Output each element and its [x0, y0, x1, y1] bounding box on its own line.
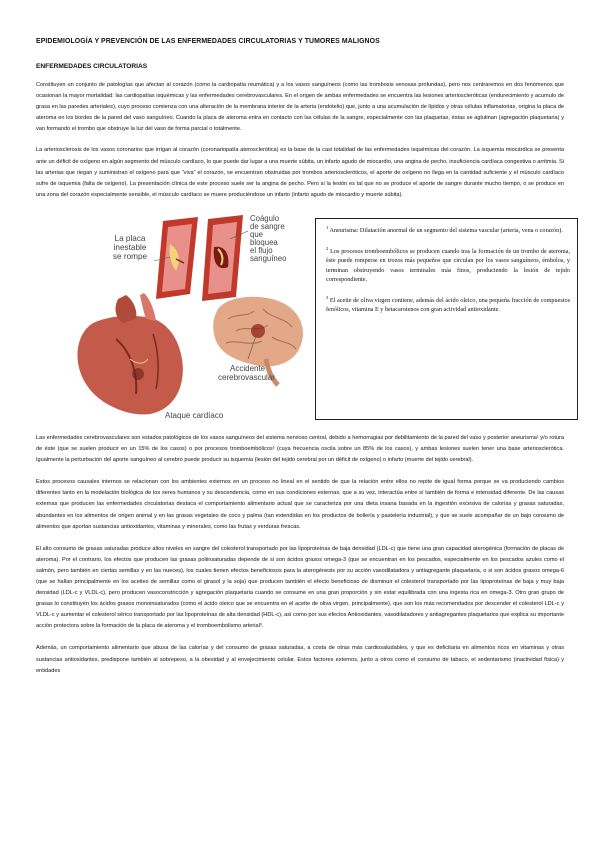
- paragraph-3: Las enfermedades cerebrovasculares son estados patológicos de los vasos sanguíneos del sistema nervioso central, debido a hemorragias por debilitamiento de la pared del vaso y posterior aneurisma¹ y/o rotura de éste (que se suelen producir en un 15% de los casos) o por procesos tromboembólicos² (cuya frecuencia oscila sobre un 85% de los casos), y ambas lesiones suelen tener una base arteriosclerótica. Igualmente la perturbación del aporte sanguíneo al cerebro puede producir su isquemia (lesión del tejido cerebral por un déficit de oxígeno) o infarto (muerte del tejido cerebral).: [36, 434, 564, 464]
- label-coagulo-1: Coágulo: [250, 213, 280, 223]
- ruptured-plaque-artery-image: [154, 217, 198, 299]
- document-page: [36, 38, 570, 677]
- paragraph-4: Estos procesos causales internos se relacionan con los ambientes externos en un proceso no lineal en el sentido de que la relación entre ellos no repite de igual forma porque se va produciendo cambios diferentes tanto en la modelación biológica de los seres humanos y su descendencia, como en sus condiciones externas, que a su vez, interactúa entre sí también de forma e intensidad diferente. De las causas externas que producen las enfermedades circulatorias destaca el comportamiento alimentario actual que se caracteriza por una dieta insana basada en la ingestión excesiva de calorías y grasas saturadas, abundantes en los alimentos de origen animal y en las grasas vegetales de coco y palma (tan extendidas en los productos de bollería y pastelería industrial), y que se suele acompañar de un bajo consumo de alimentos que aportan sustancias antioxidantes, vitaminas y minerales, como las frutas y verduras frescas.: [36, 479, 564, 530]
- footnote-mark: 1: [326, 224, 329, 230]
- label-placa-1: La placa: [114, 233, 146, 243]
- paragraph-5: El alto consumo de grasas saturadas produce altos niveles en sangre del colesterol transportado por las lipoproteínas de baja densidad (LDL-c) que tiene una gran capacidad aterogénica (formación de placas de ateroma). Por el contrario, los efectos que producen las grasas poliinsaturadas depende de si son ácidos grasos omega-3 (que se encuentran en los pescados, especialmente en los pescados azules como el salmón, pero también en ciertas semillas y en las nueces), los cuales tienen efectos beneficiosos para la aterogénesis por su acción vasodilatadora y antiagregante plaquetaria, o si son ácidos grasos omega-6 (que se hallan principalmente en los aceites de semillas como el girasol y la soja) que producen también el efecto beneficioso de disminuir el colesterol transportado por las lipoproteínas de baja y muy baja densidad (LDL-c y VLDL-c), pero producen vasoconstricción y agregación plaquetaria cuando se consume en una gran proporción y sin estar equilibrada con una ingesta rica en omega-3. Otro gran grupo de grasas lo constituyen los ácidos grasos monoinsaturados (como el ácido oleico que se encuentra en el aceite de oliva virgen, principalmente), que son los más recomendados por descender el colesterol LDL-c y VLDL-c y aumentar el colesterol sérico transportado por las lipoproteínas de alta densidad (HDL-c), así como por sus efectos Antioxidantes, vasodilatadores y antiagregantes plaquetarios que explica su importante acción protectora sobre la formación de la placa de ateroma y el tromboembolismo arterial³.: [36, 545, 564, 630]
- label-accidente-2: cerebrovascular: [218, 372, 275, 382]
- section-title: ENFERMEDADES CIRCULATORIAS: [36, 63, 148, 70]
- label-ataque-cardiaco: Ataque cardíaco: [165, 410, 224, 420]
- footnote-mark: 2: [326, 246, 329, 252]
- footnote-2: [326, 244, 570, 284]
- label-placa-2: inestable: [113, 242, 147, 252]
- label-coagulo-4: bloquea: [250, 237, 278, 247]
- heart-image: [77, 293, 182, 414]
- label-coagulo-3: que: [250, 229, 264, 239]
- paragraph-2: La arteriosclerosis de los vasos coronarios que irrigan al corazón (coronariopatía aterosclerótica) es la base de la casi totalidad de las enfermedades isquémicas del corazón. La isquemia miocárdica se presenta ante un déficit de oxígeno en algún segmento del músculo cardíaco, lo que puede dar lugar a una muerte súbita, un infarto agudo de miocardio, una angina de pecho, insuficiencia cardíaca congestiva o arritmia. Si las arterias que riegan y suministran el oxígeno para que “viva” el corazón, se encuentran obstruidas por trombos arterioscleróticos, el aporte de oxígeno no llega en la cantidad suficiente y el músculo cardíaco sufre de isquemia (falta de oxígeno). La presentación clínica de este proceso suele ser la angina de pecho. Pero si la lesión es tal que no se produce el aporte de sangre durante mucho tiempo, o se produce en una zona del corazón especialmente sensible, el músculo cardíaco se muere produciéndose un infarto (infarto agudo de miocardio y muerte súbita).: [36, 147, 565, 198]
- label-placa-3: se rompe: [112, 251, 148, 261]
- paragraph-1: Constituyen un conjunto de patologías que afectan al corazón (como la cardiopatía reumática) y a los vasos sanguíneos (como las trombosis venosas profundas), pero nos centraremos en dos fenómenos que ocasionan la mayor mortalidad: las cardiopatías isquémicas y las enfermedades cerebrovasculares. En el origen de ambas enfermedades se encuentra las lesiones arterioscleróticas (endurecimiento y acumulo de grasa en las paredes arteriales), cuyo proceso comienza con una alteración de la membrana interior de la arteria (endotelio) que, junto a una acumulación de lípidos y otras células inflamatorias, origina la placa de ateroma en los bordes de la pared del vaso sanguíneo. Cuando la placa de ateroma entra en contacto con las células de la sangre, especialmente con las plaquetas, éstas se aglutinan (agregación plaquetaria) y van formando el trombo que obstruye la luz del vaso de forma parcial o totalmente.: [36, 82, 564, 133]
- label-coagulo-5: el flujo: [250, 245, 273, 255]
- footnote-mark: 3: [326, 295, 329, 301]
- label-accidente-1: Accidente: [230, 363, 266, 373]
- clot-artery-image: [202, 215, 248, 301]
- document-title: EPIDEMIOLOGÍA Y PREVENCIÓN DE LAS ENFERMEDADES CIRCULATORIAS Y TUMORES MALIGNOS: [36, 38, 380, 45]
- footnote-text: El aceite de oliva virgen contiene, además del ácido oleico, una pequeña fracción de compuestos fenólicos, vitamina E y betacarotenos con gran actividad antioxidante.: [326, 297, 570, 314]
- footnote-1: [326, 223, 570, 235]
- figure-row: [36, 209, 570, 429]
- paragraph-6: Además, un comportamiento alimentario que abusa de las calorías y del consumo de grasas saturadas, a costa de otras más cardiosaludables, y que es deficitaria en alimentos ricos en vitaminas y otras sustancias antioxidantes, predispone también al sobrepeso, a la obesidad y al envejecimiento celular. Estos factores externos, junto a otros como el consumo de tabaco, el sedentarismo (inactividad física) y entidades: [36, 645, 564, 674]
- cardiovascular-illustration: [58, 209, 310, 421]
- label-coagulo-6: sanguíneo: [250, 253, 287, 263]
- footnote-3: [326, 293, 570, 314]
- footnote-text: Aneurisma: Dilatación anormal de un segmento del sistema vascular (arteria, vena o corazón).: [328, 227, 563, 234]
- footnote-text: Los procesos tromboembólicos se producen cuando tras la formación de un trombo de ateroma, éste puede romperse en trozos más pequeños que circulan por los vasos sanguíneos, émbolos, y terminan obstruyendo vasos terminales más finos, produciendo la lesión de tejido correspondiente.: [326, 248, 570, 283]
- footnotes-box: [315, 218, 578, 420]
- label-coagulo-2: de sangre: [250, 221, 285, 231]
